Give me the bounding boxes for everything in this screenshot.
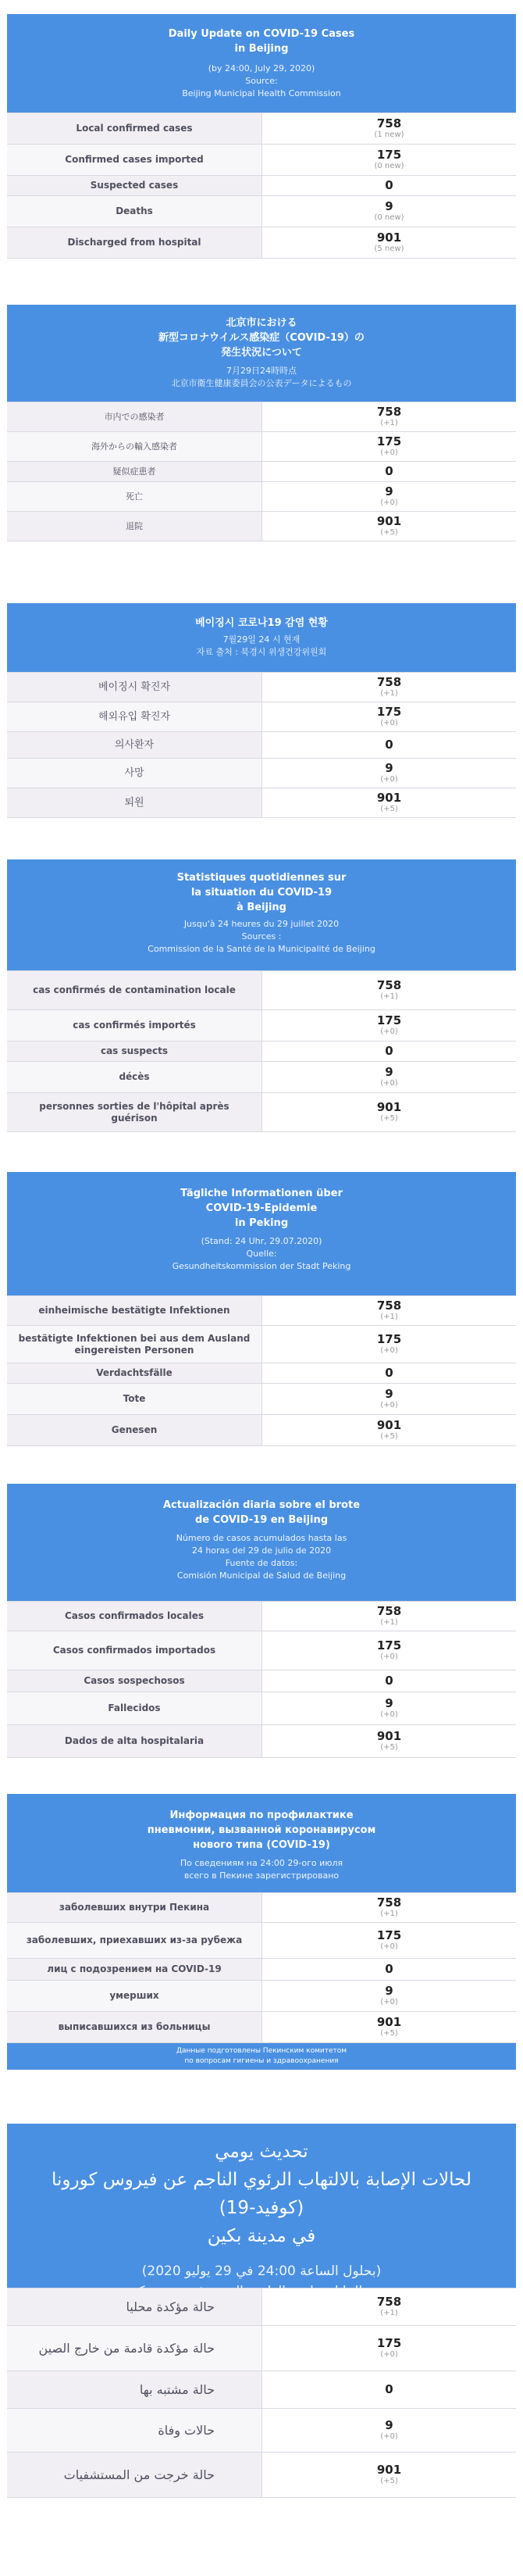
- panel-german: [7, 1172, 516, 1446]
- row-label: Confirmed cases imported: [7, 145, 262, 175]
- row-value-cell: [262, 1062, 516, 1092]
- row-value: 758: [376, 675, 402, 689]
- table-row: [7, 1959, 516, 1981]
- row-value-cell: [262, 1725, 516, 1757]
- stats-table: [7, 672, 516, 818]
- row-label: einheimische bestätigte Infektionen: [7, 1296, 262, 1325]
- row-value-cell: [262, 402, 516, 431]
- row-label: 사망: [7, 759, 262, 788]
- row-value-cell: [262, 196, 516, 227]
- row-value: 901: [376, 514, 402, 528]
- row-label: 死亡: [7, 482, 262, 511]
- row-delta: (+5): [380, 2477, 398, 2485]
- row-delta: (+0): [380, 448, 398, 457]
- table-row: [7, 971, 516, 1010]
- table-row: [7, 1384, 516, 1415]
- row-label: Discharged from hospital: [7, 227, 262, 258]
- row-label: 疑似症患者: [7, 462, 262, 481]
- row-value: 9: [385, 1065, 393, 1079]
- row-value-cell: [262, 1041, 516, 1061]
- row-delta: (+0): [380, 1401, 398, 1409]
- row-label: Casos sospechosos: [7, 1670, 262, 1692]
- row-value-cell: [262, 1093, 516, 1131]
- table-row: [7, 1631, 516, 1670]
- row-delta: (+0): [380, 1998, 398, 2006]
- row-value-cell: [262, 512, 516, 541]
- row-value-cell: [262, 2288, 516, 2325]
- row-delta: (+0): [380, 1079, 398, 1088]
- row-value: 175: [376, 1928, 402, 1942]
- table-row: [7, 2012, 516, 2043]
- row-label: 퇴원: [7, 788, 262, 817]
- row-label: Verdachtsfälle: [7, 1363, 262, 1383]
- row-delta: (+5): [380, 1743, 398, 1752]
- row-value: 0: [385, 1674, 393, 1688]
- row-delta: (+1): [380, 2309, 398, 2317]
- table-row: [7, 673, 516, 702]
- row-delta: (+0): [380, 498, 398, 507]
- table-row: [7, 1670, 516, 1692]
- row-value-cell: [262, 1670, 516, 1692]
- panel-subtitle: Número de casos acumulados hasta las 24 horas del 29 de julio de 2020 Fuente de datos: Comisión Municipal de Salud de Beijing: [176, 1533, 347, 1581]
- row-value: 0: [385, 178, 393, 192]
- row-value-cell: [262, 227, 516, 258]
- panel-header: [7, 305, 516, 402]
- row-value-cell: [262, 1602, 516, 1631]
- row-label: Tote: [7, 1384, 262, 1414]
- panel-korean: [7, 603, 516, 818]
- row-value: 901: [376, 791, 402, 805]
- row-delta: (+1): [380, 419, 398, 427]
- table-row: [7, 482, 516, 512]
- row-value: 758: [376, 116, 402, 130]
- row-value-cell: [262, 145, 516, 175]
- panel-subtitle: (بحلول الساعة 24:00 في 29 يوليو 2020): [141, 2263, 382, 2279]
- row-delta: (1 new): [374, 130, 404, 139]
- row-value-cell: [262, 2453, 516, 2497]
- row-value-cell: [262, 759, 516, 788]
- row-value: 901: [376, 1729, 402, 1743]
- row-delta: (+0): [380, 1710, 398, 1719]
- table-row: [7, 462, 516, 482]
- row-label: حالة مشتبه بها: [7, 2371, 262, 2408]
- row-delta: (+0): [380, 2350, 398, 2359]
- row-label: Local confirmed cases: [7, 113, 262, 144]
- row-label: заболевших, приехавших из-за рубежа: [7, 1923, 262, 1958]
- row-value: 0: [385, 1366, 393, 1380]
- stats-table: [7, 970, 516, 1132]
- table-row: [7, 1415, 516, 1446]
- stats-table: [7, 402, 516, 541]
- panel-french: [7, 859, 516, 1132]
- row-delta: (+0): [380, 1346, 398, 1355]
- table-row: [7, 227, 516, 259]
- row-value: 9: [385, 1696, 393, 1710]
- row-value-cell: [262, 176, 516, 195]
- row-label: bestätigte Infektionen bei aus dem Ausland eingereisten Personen: [7, 1326, 262, 1363]
- panel-header: [7, 2124, 516, 2288]
- table-row: [7, 1923, 516, 1959]
- row-delta: (+0): [380, 719, 398, 727]
- row-value-cell: [262, 1363, 516, 1383]
- panel-footer: Данные подготовлены Пекинским комитетом по вопросам гигиены и здравоохранения: [7, 2043, 516, 2070]
- row-value-cell: [262, 1384, 516, 1414]
- table-row: [7, 1062, 516, 1093]
- row-delta: (+0): [380, 1027, 398, 1036]
- table-row: [7, 145, 516, 176]
- table-row: [7, 176, 516, 196]
- row-value: 175: [376, 1638, 402, 1652]
- row-label: 베이징시 확진자: [7, 673, 262, 702]
- row-label: personnes sorties de l'hôpital après guérison: [7, 1093, 262, 1131]
- row-value: 901: [376, 1418, 402, 1432]
- row-delta: (5 new): [374, 245, 404, 253]
- panel-spanish: [7, 1484, 516, 1758]
- row-label: cas suspects: [7, 1041, 262, 1061]
- panel-header: [7, 859, 516, 970]
- row-value: 0: [385, 1044, 393, 1058]
- table-row: [7, 113, 516, 145]
- row-value: 175: [376, 434, 402, 448]
- table-row: [7, 1296, 516, 1326]
- panel-header: [7, 1794, 516, 1892]
- row-value: 175: [376, 2336, 402, 2350]
- panel-arabic: [7, 2124, 516, 2498]
- row-value: 758: [376, 1299, 402, 1313]
- table-row: [7, 788, 516, 818]
- row-label: 退院: [7, 512, 262, 541]
- row-value-cell: [262, 702, 516, 731]
- row-delta: (+1): [380, 992, 398, 1001]
- row-value-cell: [262, 1981, 516, 2011]
- row-label: умерших: [7, 1981, 262, 2011]
- table-row: [7, 1363, 516, 1384]
- row-label: حالة مؤكدة قادمة من خارج الصين: [7, 2326, 262, 2371]
- panel-header: [7, 1172, 516, 1295]
- row-value: 9: [385, 1387, 393, 1401]
- panel-title: 北京市における 新型コロナウイルス感染症（COVID-19）の 発生状況について: [158, 317, 365, 359]
- row-value-cell: [262, 1296, 516, 1325]
- row-value-cell: [262, 462, 516, 481]
- table-row: [7, 759, 516, 788]
- row-value: 0: [385, 1962, 393, 1976]
- row-value: 9: [385, 484, 393, 498]
- row-value-cell: [262, 2012, 516, 2042]
- row-value-cell: [262, 1692, 516, 1724]
- row-value: 0: [385, 464, 393, 478]
- row-label: Fallecidos: [7, 1692, 262, 1724]
- row-value-cell: [262, 2409, 516, 2452]
- panel-title: Actualización diaria sobre el brote de COVID-19 en Beijing: [162, 1499, 361, 1526]
- row-label: лиц с подозрением на COVID-19: [7, 1959, 262, 1980]
- row-value: 175: [376, 705, 402, 719]
- row-value-cell: [262, 1010, 516, 1041]
- table-row: [7, 1725, 516, 1758]
- row-label: 市内での感染者: [7, 402, 262, 431]
- row-delta: (+5): [380, 805, 398, 813]
- row-value: 175: [376, 1013, 402, 1027]
- table-row: [7, 1326, 516, 1363]
- row-label: 해외유입 확진자: [7, 702, 262, 731]
- panel-title: 베이징시 코로나19 감염 현황: [195, 617, 328, 629]
- row-value-cell: [262, 1326, 516, 1363]
- table-row: [7, 1041, 516, 1062]
- row-label: 의사환자: [7, 732, 262, 758]
- panel-header: [7, 14, 516, 113]
- table-row: [7, 2371, 516, 2409]
- row-value: 901: [376, 2463, 402, 2477]
- stats-table: [7, 2288, 516, 2498]
- row-value: 758: [376, 978, 402, 992]
- table-row: [7, 432, 516, 462]
- row-value-cell: [262, 732, 516, 758]
- row-value: 9: [385, 2418, 393, 2432]
- row-label: Genesen: [7, 1415, 262, 1445]
- row-value-cell: [262, 2371, 516, 2408]
- row-value: 901: [376, 230, 402, 245]
- table-row: [7, 2453, 516, 2498]
- row-delta: (+5): [380, 2029, 398, 2038]
- row-value-cell: [262, 1959, 516, 1980]
- row-value-cell: [262, 673, 516, 702]
- row-delta: (+0): [380, 775, 398, 784]
- panel-subtitle: 7월29일 24 시 현재 자료 출처 : 북경시 위생건강위원회: [196, 634, 327, 657]
- table-row: [7, 1692, 516, 1725]
- table-row: [7, 2288, 516, 2326]
- row-value-cell: [262, 1415, 516, 1445]
- row-label: حالة خرجت من المستشفيات: [7, 2453, 262, 2497]
- row-value: 901: [376, 2015, 402, 2029]
- row-value: 758: [376, 1895, 402, 1910]
- row-label: выписавшихся из больницы: [7, 2012, 262, 2042]
- row-delta: (+5): [380, 1432, 398, 1441]
- panel-subtitle: Jusqu'à 24 heures du 29 juillet 2020 Sources : Commission de la Santé de la Municipalité de Beijing: [148, 919, 375, 954]
- row-value: 175: [376, 1332, 402, 1346]
- row-value-cell: [262, 971, 516, 1009]
- row-label: Casos confirmados locales: [7, 1602, 262, 1631]
- panel-subtitle: (by 24:00, July 29, 2020) Source: Beijing Municipal Health Commission: [182, 63, 341, 98]
- row-value: 0: [385, 738, 393, 752]
- row-value-cell: [262, 1923, 516, 1958]
- row-delta: (+0): [380, 2432, 398, 2441]
- panel-subtitle: 7月29日24時時点 北京市衛生健康委員会の公表データによるもの: [171, 366, 352, 388]
- table-row: [7, 1981, 516, 2012]
- panel-title: Информация по профилактике пневмонии, вызванной коронавирусом нового типа (COVID-19): [147, 1810, 376, 1851]
- panel-title: Daily Update on COVID-19 Cases in Beijing: [168, 28, 355, 55]
- panel-subtitle: По сведениям на 24:00 29-ого июля всего в Пекине зарегистрировано: [180, 1858, 343, 1881]
- row-label: cas confirmés de contamination locale: [7, 971, 262, 1009]
- panel-title: Tägliche Informationen über COVID-19-Epidemie in Peking: [180, 1188, 343, 1229]
- panel-header: [7, 1484, 516, 1601]
- table-row: [7, 732, 516, 759]
- row-delta: (+1): [380, 1910, 398, 1918]
- row-value: 9: [385, 761, 393, 775]
- row-label: заболевших внутри Пекина: [7, 1893, 262, 1922]
- table-row: [7, 196, 516, 227]
- row-value: 901: [376, 1100, 402, 1114]
- panel-english: [7, 14, 516, 259]
- row-delta: (+1): [380, 1618, 398, 1627]
- row-label: Casos confirmados importados: [7, 1631, 262, 1670]
- row-delta: (0 new): [374, 213, 404, 222]
- row-label: 海外からの輸入感染者: [7, 432, 262, 461]
- row-value: 9: [385, 199, 393, 213]
- row-delta: (+5): [380, 528, 398, 537]
- row-delta: (+1): [380, 1313, 398, 1321]
- row-label: حالة مؤكدة محليا: [7, 2288, 262, 2325]
- stats-table: [7, 113, 516, 259]
- row-value: 0: [385, 2382, 393, 2396]
- row-value: 758: [376, 1604, 402, 1618]
- table-row: [7, 2326, 516, 2371]
- table-row: [7, 512, 516, 541]
- row-label: Suspected cases: [7, 176, 262, 195]
- row-value: 758: [376, 2295, 402, 2309]
- table-row: [7, 2409, 516, 2453]
- row-delta: (+5): [380, 1114, 398, 1123]
- panel-title: Statistiques quotidiennes sur la situation du COVID-19 à Beijing: [176, 872, 347, 913]
- row-delta: (0 new): [374, 162, 404, 170]
- row-value: 758: [376, 405, 402, 419]
- table-row: [7, 402, 516, 432]
- row-value-cell: [262, 1631, 516, 1670]
- row-value-cell: [262, 788, 516, 817]
- row-value-cell: [262, 432, 516, 461]
- panel-header: [7, 603, 516, 672]
- row-value: 9: [385, 1984, 393, 1998]
- table-row: [7, 1010, 516, 1041]
- row-label: cas confirmés importés: [7, 1010, 262, 1041]
- row-value-cell: [262, 2326, 516, 2371]
- row-delta: (+0): [380, 1652, 398, 1661]
- row-value: 175: [376, 148, 402, 162]
- row-delta: (+0): [380, 1942, 398, 1951]
- row-value-cell: [262, 482, 516, 511]
- stats-table: [7, 1601, 516, 1758]
- stats-table: [7, 1295, 516, 1446]
- table-row: [7, 1093, 516, 1132]
- row-label: حالات وفاة: [7, 2409, 262, 2452]
- row-delta: (+1): [380, 689, 398, 698]
- panel-title: تحديث يومي لحالات الإصابة بالالتهاب الرئوي الناجم عن فيروس كورونا (كوفيد-19) في مدينة بكين: [51, 2142, 472, 2246]
- row-value-cell: [262, 113, 516, 144]
- panel-japanese: [7, 305, 516, 541]
- stats-table: [7, 1892, 516, 2043]
- row-label: Deaths: [7, 196, 262, 227]
- table-row: [7, 1893, 516, 1923]
- row-label: décès: [7, 1062, 262, 1092]
- table-row: [7, 1602, 516, 1631]
- row-label: Dados de alta hospitalaria: [7, 1725, 262, 1757]
- panel-subtitle: (Stand: 24 Uhr, 29.07.2020) Quelle: Gesundheitskommission der Stadt Peking: [172, 1236, 351, 1271]
- panel-russian: [7, 1794, 516, 2070]
- table-row: [7, 702, 516, 732]
- row-value-cell: [262, 1893, 516, 1922]
